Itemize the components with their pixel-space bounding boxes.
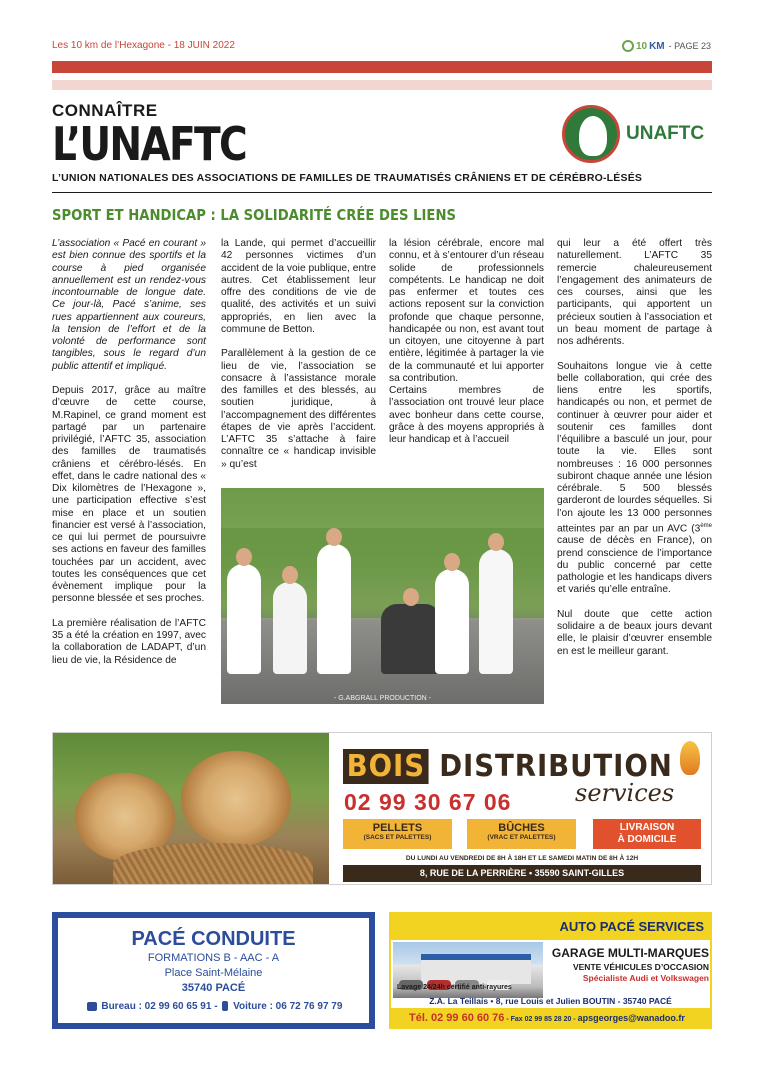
bois-phone: 02 99 30 67 06 [344,789,512,815]
section-title: SPORT ET HANDICAP : LA SOLIDARITÉ CRÉE DES LIENS [52,206,457,224]
box-label: PELLETS [372,822,423,834]
garage-lavage: Lavage 24/24h certifié anti-rayures [397,984,512,991]
ad-bois-distribution [52,732,712,885]
conduite-formations: FORMATIONS B - AAC - A [147,952,280,964]
garage-contact [391,1008,710,1029]
conduite-title: PACÉ CONDUITE [131,928,296,950]
event-logo-number: 10 [635,40,648,52]
box-label: À DOMICILE [617,834,677,845]
box-label: LIVRAISON [619,822,675,833]
paragraph-text: Souhaitons longue vie à cette belle collaboration, qui crée des liens entre les sportifs, handicapés ou non, et permet de continuer à œuvrer pour aider et soutenir ces familles dont l’équilibre a basculé un jour, pour toute la vie. Elles sont nombreuses : 16 000 personnes subiront chaque année une lésion cérébrale. 5 500 blessés garderont de lourdes séquelles. Si l’on ajoute les 13 000 personnes atteintes par an par un AVC (3 [557,360,712,535]
wheelchair-figure [381,604,441,674]
firewood-image [53,733,329,884]
conduite-place: Place Saint-Mélaine [164,967,263,979]
superscript: ème [700,522,712,529]
livraison-box [593,819,701,849]
box-sublabel: (SACS ET PALETTES) [363,834,432,841]
box-sublabel: (VRAC ET PALETTES) [487,834,556,841]
header-bar-pink [52,80,712,90]
garage-title: AUTO PACÉ SERVICES [559,919,704,934]
runner-head [326,528,342,546]
garage-tel: Tél. 02 99 60 60 76 [409,1012,505,1024]
garage-email: apsgeorges@wanadoo.fr [577,1013,685,1023]
paragraph: la lésion cérébrale, encore mal connu, et à s’entourer d’un réseau solide de professionnels compétents. Le handicap ne doit pas enfermer et toutes ces actions reposent sur la conviction profonde que chaque personne, handicapée ou non, est avant tout un citoyen, une citoyenne à part entière, légitimée à partager la vie de la communauté et lui apporter sa contribution. [389,238,544,384]
divider [52,192,712,193]
paragraph: Certains membres de l’association ont trouvé leur place avec bonheur dans cette course, grâce à des moyens appropriés à leur handicap et à l’accueil [389,385,544,445]
garage-specialiste: Spécialiste Audi et Volkswagen [582,973,709,983]
page-header-right [622,40,711,52]
head-profile-icon [562,105,620,163]
conduite-city: 35740 PACÉ [181,982,246,994]
bois-brand-word: BOIS [343,749,429,784]
page-number: - PAGE 23 [668,41,711,51]
column-4 [557,238,712,670]
column-1 [52,238,206,679]
column-3 [389,238,544,459]
article-title: L’UNAFTC [52,117,246,171]
runner-figure [273,582,307,674]
pellets-box [343,819,452,849]
conduite-phones [58,1001,369,1012]
garage-vente: VENTE VÉHICULES D’OCCASION [572,962,709,972]
buches-box [467,819,576,849]
ad-pace-conduite-inner [56,916,371,1025]
runner-head [488,533,504,551]
runner-figure [479,549,513,674]
unaftc-logo [562,105,704,163]
runner-head [282,566,298,584]
paragraph [557,361,712,597]
garage-address: Z.A. La Teillais • 8, rue Louis et Julien BOUTIN - 35740 PACÉ [429,996,672,1006]
paragraph: qui leur a été offert très naturellement. L’AFTC 35 remercie chaleureusement l’engagement des animateurs de ces courses, ainsi que les participants, qui apportent un précieux soutien à l’association et un beau moment de partage à nos adhérents. [557,238,712,347]
article-intro: L’association « Pacé en courant » est bien connue des sportifs et la course à pied organisée annuellement est un rendez-vous incontournable de longue date. Ce jour-là, Pacé s’anime, ses rues appartiennent aux coureurs, la tension de l’effort et de la volonté de performance sont tangibles, sous le regard d’un public attentif et impliqué. [52,238,206,372]
runner-head [444,553,460,571]
globe-icon [622,40,634,52]
ad-pace-conduite [52,912,375,1029]
issue-line: Les 10 km de l’Hexagone - 18 JUIN 2022 [52,40,235,51]
bois-brand-word: DISTRIBUTION [428,749,673,784]
bois-address: 8, RUE DE LA PERRIÈRE • 35590 SAINT-GILLES [343,865,701,882]
runner-figure [435,569,469,674]
article-kicker: CONNAÎTRE [52,101,158,120]
conduite-voiture: Voiture : 06 72 76 97 79 [233,1001,343,1012]
paragraph: Parallèlement à la gestion de ce lieu de vie, l’association se consacre à l’assistance morale des familles et des blessés, au soutien juridique, à l’accompagnement des différentes étapes de vie après l’accident. L’AFTC 35 s’attache à faire connaître ce « handicap invisible » qu’est [221,348,376,470]
column-2 [221,238,376,483]
box-label: BÛCHES [498,822,545,834]
conduite-bureau: Bureau : 02 99 60 65 91 - [101,1001,218,1012]
article-subtitle: L’UNION NATIONALES DES ASSOCIATIONS DE FAMILLES DE TRAUMATISÉS CRÂNIENS ET DE CÉRÉBRO-LÉSÉS [52,172,643,184]
paragraph: la Lande, qui permet d’accueillir 42 personnes victimes d’un accident de la voie publique, entre autres. Cet établissement leur offre des conditions de vie de qualité, des activités et un suivi appropriés, en lien avec la commune de Betton. [221,238,376,335]
flame-icon [680,741,700,775]
runner-figure [317,544,351,674]
paragraph-text: cause de décès en France), on prend conscience de l’importance du public concerné par cette pathologie et les handicaps divers et variés qu’elle entraîne. [557,535,712,596]
pellets-pile [113,843,313,885]
log-icon [181,751,291,847]
garage-fax: - Fax 02 99 85 28 20 - [504,1016,578,1023]
paragraph: La première réalisation de l’AFTC 35 a été la création en 1997, avec la collaboration de LADAPT, d’un lieu de vie, la Résidence de [52,617,206,666]
photo-credit: - G.ABGRALL PRODUCTION - [334,695,431,702]
phone-icon [87,1002,97,1011]
runner-figure [227,564,261,674]
event-logo-unit: KM [649,40,665,52]
paragraph: Depuis 2017, grâce au maître d’œuvre de cette course, M.Rapinel, ce grand moment est partagé par un partenaire privilégié, l’AFTC 35, association des familles de traumatisés crâniens et cérébro-lésés. En effet, dans le cadre national des « Dix kilomètres de l’Hexagone », une participation effective s’est mise en place et un soutien financier est versé à l’association, ce qui lui permet de poursuivre ses actions en faveur des familles touchées par un accident, avec toutes les conséquences que cet évènement implique pour la personne blessée et ses proches. [52,385,206,605]
bois-services: services [575,779,675,807]
header-bar-red [52,61,712,73]
bois-hours: DU LUNDI AU VENDREDI DE 8H À 18H ET LE SAMEDI MATIN DE 8H À 12H [405,855,639,862]
runners-photo [221,488,544,704]
runner-head [403,588,419,606]
event-logo [622,40,665,52]
paragraph: Nul doute que cette action solidaire a de beaux jours devant elle, le plaisir d’œuvrer ensemble en est le meilleur garant. [557,608,712,657]
mobile-icon [222,1001,228,1011]
garage-multimarques: GARAGE MULTI-MARQUES [551,946,709,960]
runner-head [236,548,252,566]
unaftc-logo-text: UNAFTC [626,123,705,144]
ad-auto-pace-services [389,912,712,1029]
